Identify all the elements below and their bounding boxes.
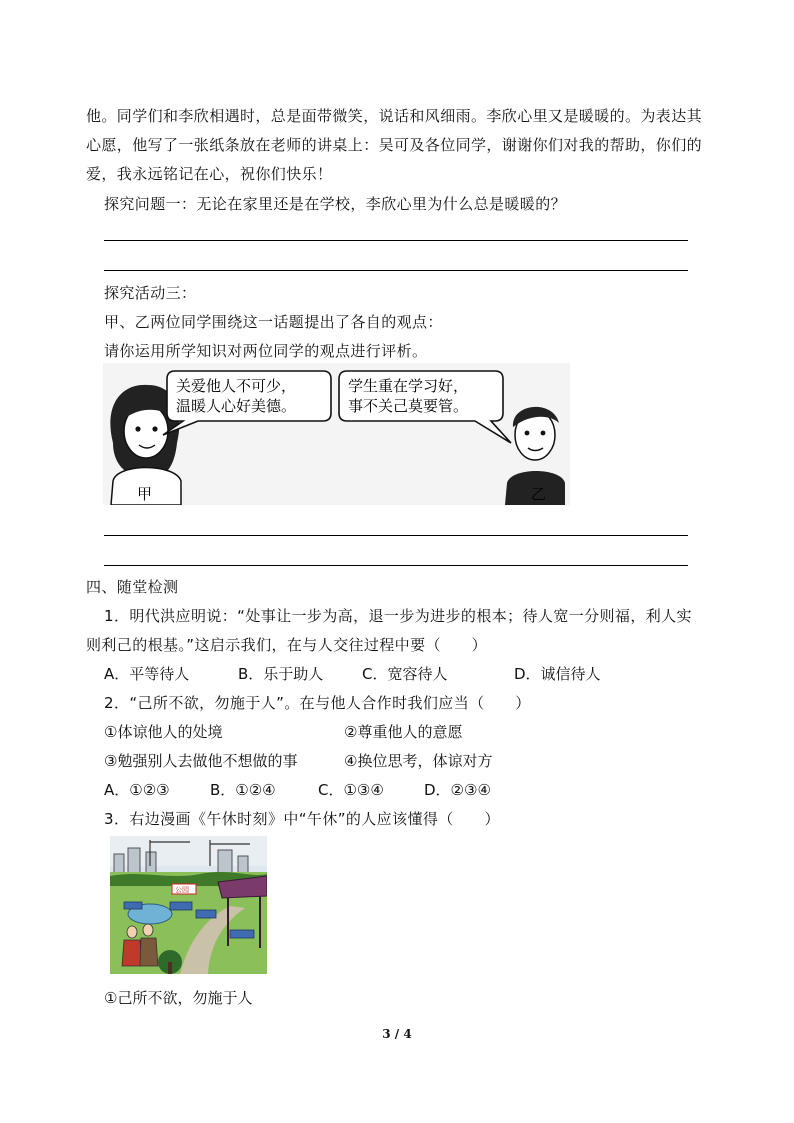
story-line-3: 爱，我永远铭记在心，祝你们快乐！ <box>86 165 333 183</box>
q1-option-a[interactable]: A．平等待人 <box>104 665 190 683</box>
q3-stem: 3．右边漫画《午休时刻》中“午休”的人应该懂得（ ） <box>104 810 500 828</box>
q2-item-2: ②尊重他人的意愿 <box>344 723 463 741</box>
q1-option-b[interactable]: B．乐于助人 <box>238 665 324 683</box>
activity-3-title: 探究活动三： <box>104 284 197 302</box>
story-line-2: 心愿，他写了一张纸条放在老师的讲桌上：吴可及各位同学，谢谢你们对我的帮助，你们的 <box>86 136 703 154</box>
q1-line-2: 则利己的根基。”这启示我们，在与人交往过程中要（ ） <box>86 636 488 654</box>
q2-item-3: ③勉强别人去做他不想做的事 <box>104 752 298 770</box>
jia-bubble-line-2: 温暖人心好美德。 <box>176 397 297 415</box>
park-sign: 公园 <box>175 886 189 894</box>
debate-cartoon <box>103 363 570 505</box>
page-number: 3 / 4 <box>382 1027 412 1041</box>
q2-item-1: ①体谅他人的处境 <box>104 723 223 741</box>
q2-option-b[interactable]: B．①②④ <box>210 781 276 799</box>
q1-option-c[interactable]: C．宽容待人 <box>362 665 448 683</box>
section-4-heading: 四、随堂检测 <box>86 578 179 596</box>
q2-item-4: ④换位思考，体谅对方 <box>344 752 493 770</box>
story-line-1: 他。同学们和李欣相遇时，总是面带微笑，说话和风细雨。李欣心里又是暖暖的。为表达其 <box>86 107 703 125</box>
answer-line[interactable] <box>104 535 688 536</box>
q2-option-a[interactable]: A．①②③ <box>104 781 170 799</box>
q2-option-d[interactable]: D．②③④ <box>424 781 491 799</box>
yi-bubble-line-2: 事不关己莫要管。 <box>348 397 469 415</box>
q1-line-1: 1．明代洪应明说：“处事让一步为高，退一步为进步的根本；待人宽一分则福，利人实 <box>104 607 692 625</box>
answer-line[interactable] <box>104 565 688 566</box>
nap-time-cartoon <box>110 836 267 974</box>
q2-option-c[interactable]: C．①③④ <box>318 781 384 799</box>
jia-bubble-line-1: 关爱他人不可少， <box>176 377 297 395</box>
yi-bubble-line-1: 学生重在学习好， <box>348 377 469 395</box>
question-1: 探究问题一：无论在家里还是在学校，李欣心里为什么总是暖暖的？ <box>104 195 567 213</box>
q1-option-d[interactable]: D．诚信待人 <box>514 665 601 683</box>
yi-label: 乙 <box>531 485 547 503</box>
answer-line[interactable] <box>104 270 688 271</box>
q3-item-1: ①己所不欲，勿施于人 <box>104 989 253 1007</box>
answer-line[interactable] <box>104 240 688 241</box>
q2-stem: 2．“己所不欲，勿施于人”。在与他人合作时我们应当（ ） <box>104 694 531 712</box>
jia-label: 甲 <box>137 485 153 503</box>
activity-3-intro: 甲、乙两位同学围绕这一话题提出了各自的观点： <box>104 313 443 331</box>
activity-3-task: 请你运用所学知识对两位同学的观点进行评析。 <box>104 342 428 360</box>
